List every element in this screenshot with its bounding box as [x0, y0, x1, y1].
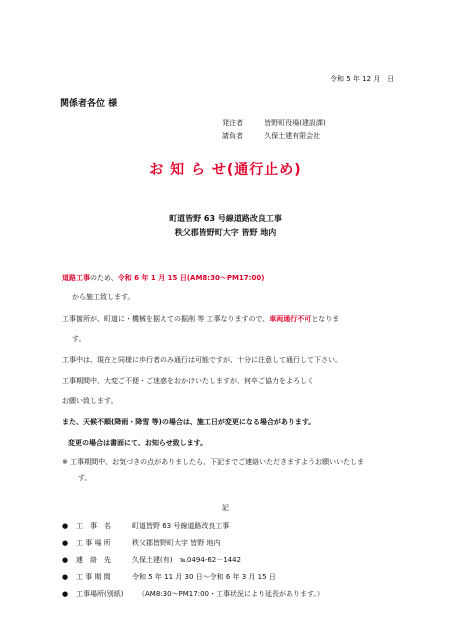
detail-value: 令和 5 年 11 月 30 日～令和 6 年 3 月 15 日	[132, 573, 276, 581]
no-vehicle-notice: 車両通行不可	[269, 315, 312, 323]
note	[62, 457, 364, 467]
bullet-icon: ●	[62, 539, 69, 547]
emphasis-text: 道路工事	[62, 274, 90, 282]
recipient: 関係者各位 様	[60, 99, 118, 109]
body-text: となりま	[311, 315, 340, 323]
detail-value: 秩父郡皆野町大字 皆野 地内	[132, 539, 221, 547]
paragraph-5: また、天候不順(降雨・降雪 等)の場合は、施工日が変更になる場合があります。	[62, 418, 316, 426]
paragraph-6: 変更の場合は書面にて、お知らせ致します。	[68, 439, 208, 447]
paragraph-4-cont: お願い致します。	[62, 397, 118, 405]
bullet-icon: ●	[62, 590, 69, 598]
detail-key: 連 絡 先	[76, 556, 111, 564]
notice-title: お 知 ら せ(通行止め)	[149, 162, 302, 178]
paragraph-1-cont: から施工致します。	[72, 293, 135, 301]
project-name: 町道皆野 63 号線道路改良工事	[169, 214, 282, 223]
paragraph-4: 工事期間中、大変ご不便・ご迷惑をおかけいたしますが、何卒ご協力をよろしく	[62, 377, 314, 385]
paragraph-2-cont: す。	[72, 335, 86, 343]
detail-value: （AM8:30～PM17:00・工事状況により延長があります。）	[138, 590, 324, 598]
detail-key: 工 事 場 所	[76, 539, 111, 547]
issuer-value: 皆野町役場(建設課)	[264, 119, 326, 127]
detail-value: 町道皆野 63 号線道路改良工事	[132, 522, 230, 530]
detail-key: 工 事 名	[76, 522, 111, 530]
issuer-label: 請負者	[222, 132, 243, 140]
body-text: のため、	[90, 274, 118, 282]
paragraph-2	[62, 314, 339, 324]
bullet-icon: ●	[62, 556, 69, 564]
detail-row	[62, 572, 276, 582]
note-mark: ※	[62, 458, 68, 466]
detail-key: 工 事 期 間	[76, 573, 111, 581]
note-cont: す。	[78, 474, 92, 482]
paragraph-1	[62, 273, 264, 283]
detail-row	[62, 589, 324, 599]
construction-date: 令和 6 年 1 月 15 日(AM8:30～PM17:00)	[117, 274, 265, 282]
body-text: 工事箇所が、町道に・機械を据えての掘削 等 工事なりますので、	[62, 315, 270, 323]
bullet-icon: ●	[62, 522, 69, 530]
detail-row	[62, 521, 229, 531]
detail-key: 工事場所(別紙)	[76, 590, 124, 598]
bullet-icon: ●	[62, 573, 69, 581]
issue-date: 令和 5 年 12 月 日	[330, 75, 395, 83]
detail-row	[62, 538, 220, 548]
detail-row	[62, 555, 241, 565]
ki-heading: 記	[222, 504, 229, 512]
project-location: 秩父郡皆野町大字 皆野 地内	[174, 228, 277, 237]
issuer-orderer	[222, 118, 326, 128]
issuer-label: 発注者	[222, 119, 243, 127]
note-text: 工事期間中、お気づきの点がありましたら、下記までご連絡いただきますようお願いいたしま	[70, 458, 365, 466]
issuer-value: 久保土建有限会社	[264, 132, 321, 140]
detail-value: 久保土建(有) ℡0494-62－1442	[132, 556, 242, 564]
issuer-contractor	[222, 131, 320, 141]
paragraph-3: 工事中は、現在と同様に歩行者のみ通行は可能ですが、十分に注意して通行して下さい。	[62, 356, 342, 364]
